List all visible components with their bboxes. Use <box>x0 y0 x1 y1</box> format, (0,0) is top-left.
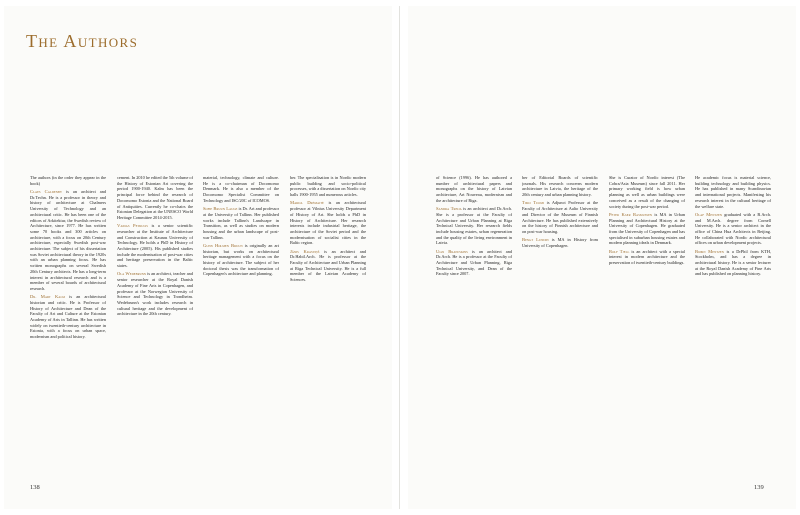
bio-text: She is Curator of Nordic interest (The Cobra/Asia Museum) since fall 2011. Her primary working field is how urban planning as well as urban buildings were conceived as a result of the changing of society during the post-war period. <box>609 175 685 209</box>
author-bio <box>117 271 193 317</box>
bio-text: is Adjunct Professor at the Faculty of Architecture at Aalto University and Director of the Museum of Finnish Architecture. He has published extensively on the history of Finnish architecture and on post-war housing. <box>522 200 598 234</box>
author-name: Timo Tuomi <box>522 200 545 206</box>
page-title: The Authors <box>26 31 139 51</box>
author-bio <box>436 206 512 246</box>
author-bio <box>290 200 366 246</box>
author-name: Bjørn Mentzen <box>695 248 724 254</box>
author-name: Peter Kjær Rasmussen <box>609 211 653 217</box>
text-column <box>609 175 685 268</box>
bio-text: ber of Editorial Boards of scientific journals. His research concerns modern architecture in Latvia, the heritage of the 20th century and urban planning history. <box>522 175 598 198</box>
author-name: Ola Wedebrunn <box>117 271 147 277</box>
page-number-left: 138 <box>30 484 40 491</box>
author-bio <box>203 206 279 240</box>
page-number-right: 139 <box>754 484 764 491</box>
text-column <box>436 175 512 280</box>
author-name: Jānis Krastiņš <box>290 248 320 254</box>
bio-text: The authors (in the order they appear in the book) <box>30 175 106 186</box>
bio-text: is an architectural historian and critic. He is Professor of History of Architecture and Dean of the Faculty of Art and Culture at the Estonian Academy of Arts in Tallinn. He has written widely on twentieth-century architecture in Estonia, with a focus on urban space, modernism and political history. <box>30 294 106 340</box>
author-name: Bengt Lundin <box>522 237 549 243</box>
author-bio <box>609 249 685 266</box>
bio-text <box>695 175 771 209</box>
bio-text: is an architect and Dr.Habil.Arch. He is professor at the Faculty of Architecture and Urban Planning at Riga Technical University. He is a full member of the Latvian Academy of Sciences. <box>290 248 366 283</box>
bio-text: is an architect with a special interest in modern architecture and the preservation of twentieth-century buildings. <box>609 248 685 266</box>
text-column <box>290 175 366 285</box>
bio-text: is an architectural professor at Vilnius University Department of History of Art. She holds a PhD in History of Architecture. Her research interests include industrial heritage, the architecture of the Soviet period and the modernisation of socialist cities in the Baltic region. <box>290 200 366 246</box>
bio-text: ber. The specialisation is in Nordic modern public building and socio-political processes, with a dissertation on Nordic city halls 1900-1955 and numerous articles. <box>290 175 366 198</box>
bio-text: is originally an art historian, but works on architectural heritage management with a focus on the history of architecture. The subject of her doctoral thesis was the transformation of Copenhagen's architecture and planning. <box>203 242 279 277</box>
bio-text: is an architect and Dr.Arch. She is a professor at the Faculty of Architecture and Urban Planning at Riga Technical University. Her research fields include housing estates, urban regeneration and the quality of the living environment in Latvia. <box>436 206 512 246</box>
author-name: Olaf Mentzen <box>695 211 723 217</box>
bio-text: is MA in History from University of Copenhagen. <box>522 237 598 248</box>
bio-text <box>290 175 366 198</box>
author-bio <box>30 189 106 292</box>
author-name: Claes Caldenby <box>30 189 63 194</box>
text-column <box>522 175 598 251</box>
text-column <box>30 175 106 342</box>
author-bio <box>436 249 512 278</box>
bio-text <box>203 175 279 204</box>
bio-text: graduated with a B.Arch. and M.Arch. degree from Cornell University. He is a senior architect in the office of China Hua Architects in Beijing. He collaborated with Nordic architectural offices on urban development projects. <box>695 211 771 246</box>
author-bio <box>522 237 598 248</box>
text-column <box>117 175 193 320</box>
bio-text: is an architect, teacher and senior researcher at the Royal Danish Academy of Fine Arts in Copenhagen, and professor at the Norwegian University of Science and Technology in Trondheim. Wedebrunn's work includes research in cultural heritage and the development of architecture in the 20th century. <box>117 271 193 317</box>
bio-text: is an architect and Dr.Techn. He is a professor in theory and history of architecture at Chalmers University of Technology and an architectural critic. He has been one of the editors of Arkitektur, the Swedish review of Architecture, since 1977. He has written some 70 books and 300 articles on architecture, with a focus on 20th Century architecture, especially Swedish post-war architecture. The subject of his dissertation was Soviet architectural theory in the 1920s with an urban planning focus. He has written monographs on several Swedish 20th Century architects. He has a long-term interest in architectural research and is a member of several boards of architectural research. <box>30 189 106 291</box>
author-bio <box>522 200 598 234</box>
bio-text <box>609 175 685 209</box>
author-bio <box>695 249 771 278</box>
bio-text: is a DrPhil from KTH, Stockholm, and has a degree in architectural history. He is a senior lecturer at the Royal Danish Academy of Fine Arts and has published on planning history. <box>695 248 771 277</box>
bio-text: of Science (1996). He has authored a number of architectural papers and monographs on the history of Latvian architecture, Art Nouveau, modernism and the architecture of Riga. <box>436 175 512 203</box>
bio-text <box>522 175 598 198</box>
bio-text: is a senior scientific researcher at the Institute of Architecture and Construction at Kaunas University of Technology. He holds a PhD in History of Architecture (2005). His published studies include the modernisation of post-war cities and heritage preservation in the Baltic states. <box>117 223 193 269</box>
bio-text: is MA in Urban Planning and Architectural History at the University of Copenhagen. He graduated from the University of Copenhagen and has specialised in suburban housing estates and modern planning ideals in Denmark. <box>609 211 685 246</box>
author-bio <box>290 249 366 283</box>
bio-text <box>117 175 193 221</box>
bio-text: He academic focus is material science, building technology and building physics. He has published in many Scandinavian and international projects. Manifesting his research interest in the cultural heritage of the welfare state. <box>695 175 771 209</box>
author-name: Vaidas Petrulis <box>117 223 148 229</box>
bio-text: is Dr. Art and professor at the University of Tallinn. Her published works include Tallinn's Landscape in Transition, as well as studies on modern housing and the urban landscape of post-war Tallinn. <box>203 206 279 240</box>
bio-text: is an architect and Dr.Arch. He is a professor at the Faculty of Architecture and Urban Planning, Riga Technical University, and Dean of the Faculty since 2007. <box>436 248 512 277</box>
author-name: Dr. Mart Kalm <box>30 294 65 300</box>
author-name: Rolf Tjell <box>609 248 630 254</box>
book-gutter <box>399 6 400 509</box>
text-column <box>203 175 279 280</box>
bio-text <box>30 175 106 186</box>
author-name: Sofie Bruun Lauge <box>203 206 238 212</box>
author-name: Gunn Holmen Bruun <box>203 242 243 248</box>
author-name: Sandra Treija <box>436 206 462 212</box>
author-bio <box>203 243 279 277</box>
author-bio <box>117 223 193 269</box>
author-bio <box>30 294 106 340</box>
bio-text: cement. In 2010 he edited the 5th volume of the History of Estonian Art covering the period 1900-1940. Kalm has been the principal force behind the research of Docomomo Estonia and the National Board of Antiquities. Currently he co-chairs the Estonian Delegation at the UNESCO World Heritage Committee 2014-2015. <box>117 175 193 220</box>
author-bio <box>609 212 685 246</box>
author-name: Marija Drėmaitė <box>290 200 324 206</box>
bio-text: material, technology, climate and culture. He is a co-chairman of Docomomo Denmark. He is also a member of the Docomomo Specialist Committee on Technology and ISC/20C of ICOMOS. <box>203 175 279 203</box>
author-name: Ugis Bratuskins <box>436 248 468 254</box>
bio-text <box>436 175 512 204</box>
text-column <box>695 175 771 280</box>
author-bio <box>695 212 771 246</box>
